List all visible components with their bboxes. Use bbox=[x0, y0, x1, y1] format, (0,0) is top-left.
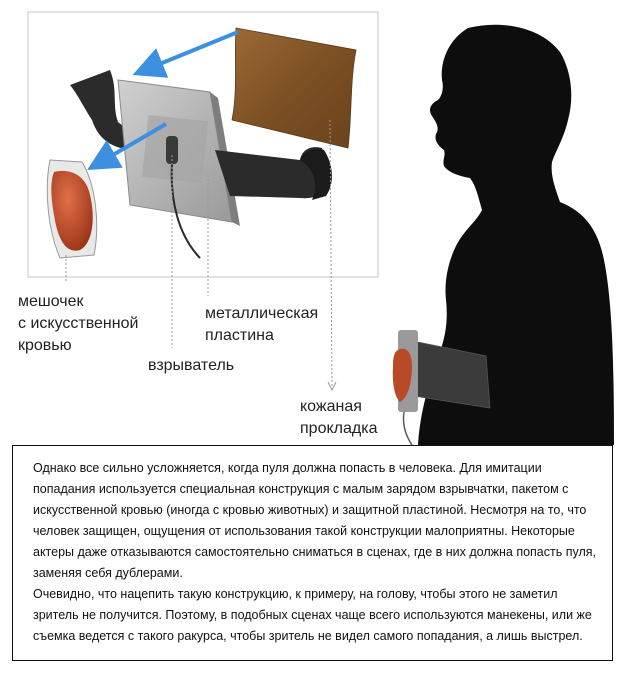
label-blood-bag bbox=[18, 291, 138, 357]
label-metal-plate bbox=[205, 303, 318, 347]
label-metal-plate-line-2: пластина bbox=[205, 327, 274, 344]
label-leather-pad bbox=[300, 396, 377, 440]
label-detonator bbox=[148, 355, 234, 377]
article-paragraph-2: Очевидно, что нацепить такую конструкцию, к примеру, на голову, чтобы этого не заметил зритель не получится. Поэтому, в подобных сценах чаще всего используются манекены, или же съемка ведется с такого ракурса, чтобы зритель не видел самого попадания, а лишь выстрел. bbox=[33, 587, 592, 643]
label-detonator-line-1: взрыватель bbox=[148, 357, 235, 374]
leader-arrow-tip bbox=[328, 382, 336, 390]
label-leather-pad-line-1: кожаная bbox=[300, 398, 362, 415]
label-metal-plate-line-1: металлическая bbox=[205, 305, 319, 322]
article-text-box bbox=[12, 445, 613, 661]
article-paragraph-1: Однако все сильно усложняется, когда пуля должна попасть в человека. Для имитации попадания используется специальная конструкция с малым зарядом взрывчатки, пакетом с искусственной кровью (иногда с кровью животных) и защитной пластиной. Несмотря на то, что человек защищен, ощущения от использования такой конструкции малоприятны. Некоторые актеры даже отказываются самостоятельно сниматься в сценах, где в них должна попасть пуля, заменяя себя дублерами. bbox=[33, 461, 596, 580]
label-blood-bag-line-1: мешочек bbox=[18, 293, 84, 310]
worn-wire bbox=[403, 412, 412, 445]
label-leather-pad-line-2: прокладка bbox=[300, 420, 378, 437]
label-blood-bag-line-3: кровью bbox=[18, 337, 72, 354]
label-blood-bag-line-2: с искусственной bbox=[18, 315, 139, 332]
